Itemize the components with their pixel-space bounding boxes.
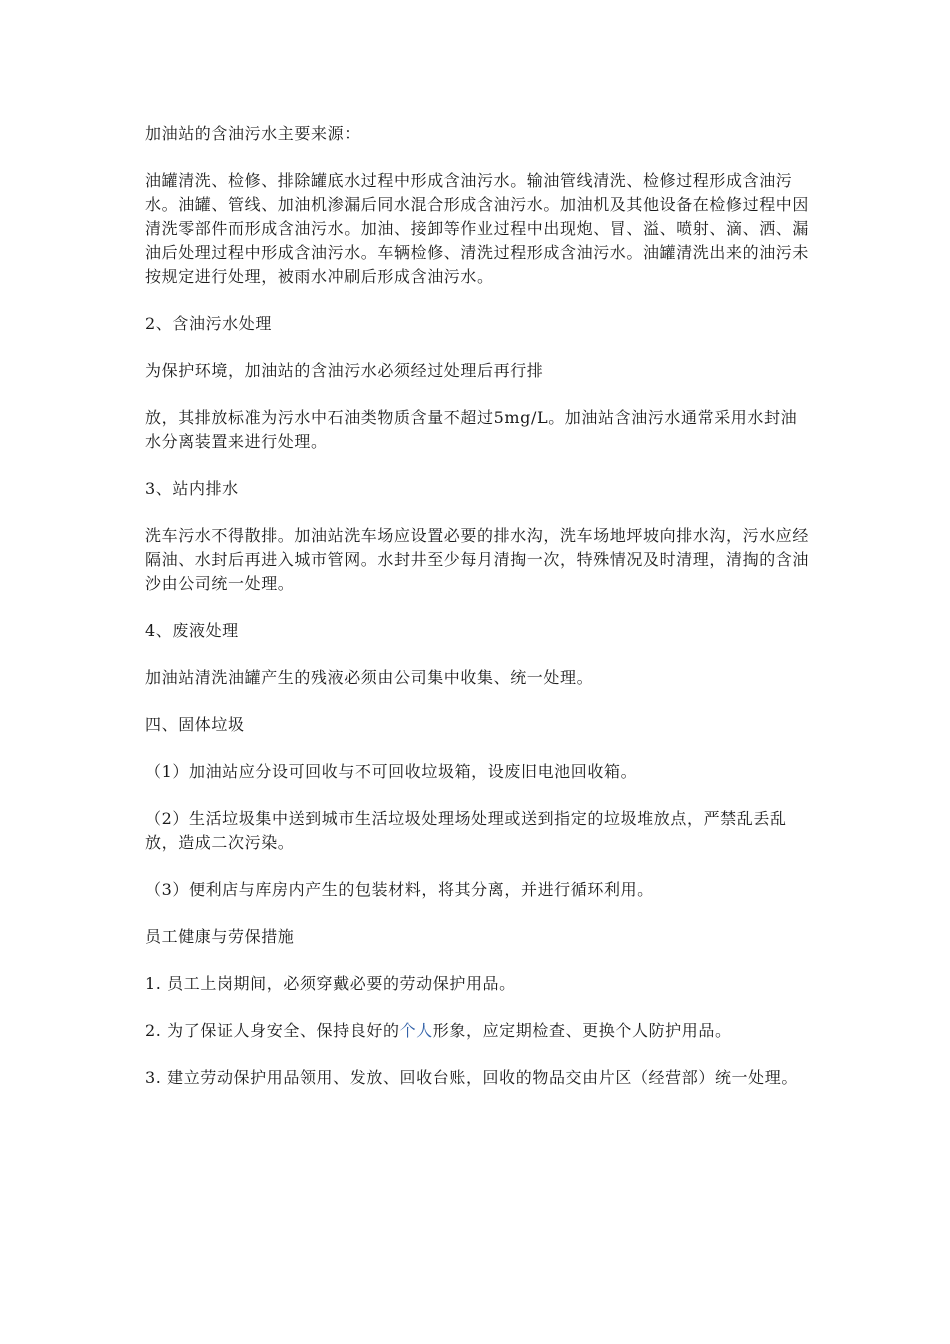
list-item-health-2-after: 形象，应定期检查、更换个人防护用品。 bbox=[432, 1021, 732, 1040]
list-item-solid-waste-2: （2）生活垃圾集中送到城市生活垃圾处理场处理或送到指定的垃圾堆放点，严禁乱丢乱放，造成二次污染。 bbox=[145, 809, 787, 852]
list-item-solid-waste-3: （3）便利店与库房内产生的包装材料，将其分离，并进行循环利用。 bbox=[145, 880, 654, 899]
list-item-solid-waste-1: （1）加油站应分设可回收与不可回收垃圾箱，设废旧电池回收箱。 bbox=[145, 762, 638, 781]
paragraph-waste-liquid: 加油站清洗油罐产生的残液必须由公司集中收集、统一处理。 bbox=[145, 668, 594, 687]
section-heading-waste-liquid: 4、废液处理 bbox=[145, 621, 239, 640]
section-heading-solid-waste: 四、固体垃圾 bbox=[145, 715, 245, 734]
document-body bbox=[145, 122, 810, 1090]
paragraph-treatment-intro: 为保护环境，加油站的含油污水必须经过处理后再行排 bbox=[145, 361, 544, 380]
section-heading-employee-health: 员工健康与劳保措施 bbox=[145, 927, 295, 946]
paragraph-drainage: 洗车污水不得散排。加油站洗车场应设置必要的排水沟，洗车场地坪坡向排水沟，污水应经隔油、水封后再进入城市管网。水封井至少每月清掏一次，特殊情况及时清理，清掏的含油沙由公司统一处理。 bbox=[145, 526, 810, 593]
paragraph-treatment-standard: 放，其排放标准为污水中石油类物质含量不超过5mg/L。加油站含油污水通常采用水封油水分离装置来进行处理。 bbox=[145, 408, 798, 451]
paragraph-oily-wastewater-sources-heading: 加油站的含油污水主要来源： bbox=[145, 124, 361, 143]
paragraph-oily-wastewater-sources: 油罐清洗、检修、排除罐底水过程中形成含油污水。输油管线清洗、检修过程形成含油污水。油罐、管线、加油机渗漏后同水混合形成含油污水。加油机及其他设备在检修过程中因清洗零部件而形成含油污水。加油、接卸等作业过程中出现炮、冒、溢、喷射、滴、洒、漏油后处理过程中形成含油污水。车辆检修、清洗过程形成含油污水。油罐清洗出来的油污未按规定进行处理，被雨水冲刷后形成含油污水。 bbox=[145, 171, 810, 286]
list-item-health-1: 1. 员工上岗期间，必须穿戴必要的劳动保护用品。 bbox=[145, 974, 516, 993]
list-item-health-2 bbox=[145, 1019, 810, 1043]
personal-link[interactable]: 个人 bbox=[399, 1021, 433, 1040]
list-item-health-2-before: 2. 为了保证人身安全、保持良好的 bbox=[145, 1021, 400, 1040]
section-heading-wastewater-treatment: 2、含油污水处理 bbox=[145, 314, 272, 333]
list-item-health-3: 3. 建立劳动保护用品领用、发放、回收台账，回收的物品交由片区（经营部）统一处理。 bbox=[145, 1068, 798, 1087]
section-heading-drainage: 3、站内排水 bbox=[145, 479, 239, 498]
